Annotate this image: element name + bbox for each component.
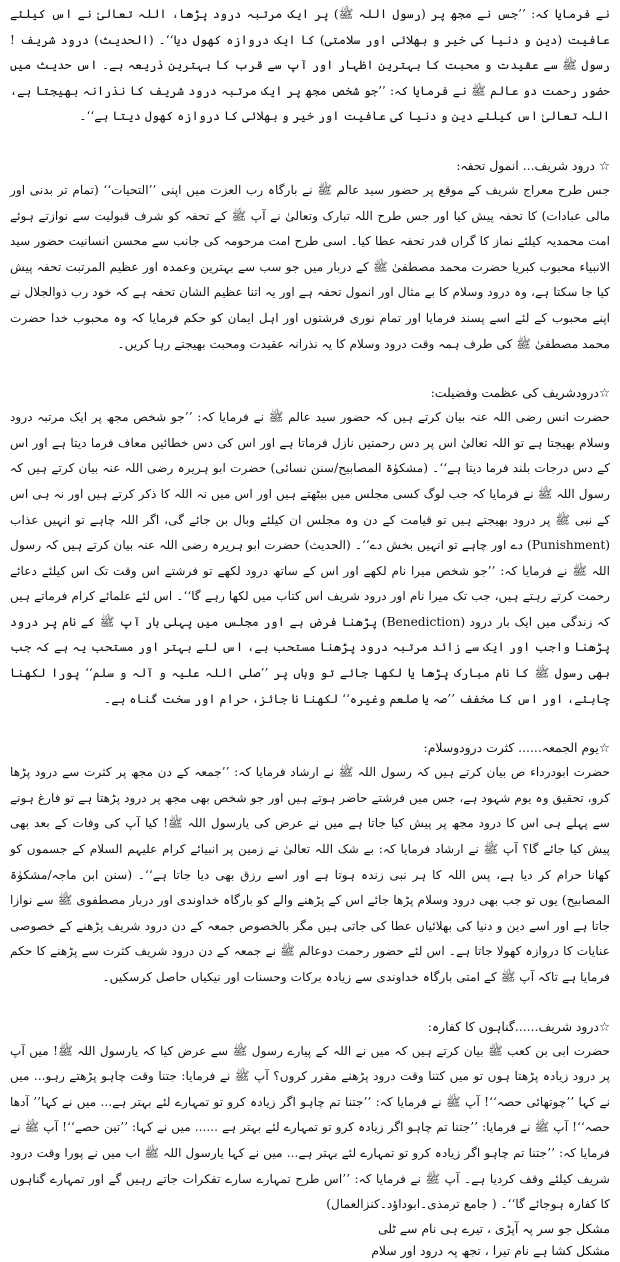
section-heading: ☆درودشریف کی عظمت وفضیلت: [430,385,610,401]
section-paragraph: حضرت ابی بن کعب ﷺ بیان کرتے ہیں کہ میں نے اللہ کے پیارے رسول ﷺ سے عرض کیا کہ یارسول اللہ ﷺ! میں آپ پر درود زیادہ پڑھتا ہوں تو میں کتنا وقت درود پڑھنے مقرر کروں؟ آپ ﷺ نے فرمایا: جتنا وقت چاہو پڑھتے رہو... میں نے کہا ’’چوتھائی حصہ‘‘! آپ ﷺ نے فرمایا کہ: ’’جتنا تم چاہو اگر زیادہ کرو تو تمہارے لئے بہتر ہے... میں نے کہا’’ آدھا حصہ‘‘! آپ ﷺ نے فرمایا: ’’جتنا تم چاہو اگر زیادہ کرو تو تمہارے لئے بہتر ہے ...... میں نے کہا: ’’تین حصے‘‘! آپ ﷺ نے فرمایا کہ: ’’جتنا تم چاہو اگر زیادہ کرو تو تمہارے لئے بہتر ہے... میں نے کہا یارسول اللہ ﷺ اب میں نے پورا وقت درود شریف کیلئے وقف کردیا ہے۔ آپ ﷺ نے فرمایا کہ: ’’اس طرح تمہارے سارے تفکرات جاتے رہیں گے اور تمہارے گناہوں کا کفارہ ہوجائے گا‘‘۔ ( جامع ترمذی۔ابوداؤد۔کنزالعمال) [10,1043,610,1212]
section-heading: ☆یوم الجمعہ...... کثرت درودوسلام: [423,740,610,756]
spacer [10,357,610,381]
section-yaum-ul-jumua [10,736,610,990]
section-paragraph: حضرت ابودرداء ص بیان کرتے ہیں کہ رسول اللہ ﷺ نے ارشاد فرمایا کہ: ’’جمعہ کے دن مجھ پر کثرت سے درود پڑھا کرو، تحقیق وہ یوم شہود ہے، جس میں فرشتے حاضر ہوتے ہیں اور جو شخص بھی مجھ پر درود پڑھتا ہے تو فارغ ہونے سے پہلے ہی اس کا درود مجھ پر پیش کیا جاتا ہے میں نے عرض کی یارسول اللہ ﷺ! کیا آپ کی وفات کے بعد بھی پیش کیا جائے گا؟ آپ ﷺ نے ارشاد فرمایا کہ: بے شک اللہ تعالیٰ نے زمین پر انبیائے کرام علیہم السلام کے جسموں کو کھانا حرام کر دیا ہے، پس اللہ کا ہر نبی زندہ ہوتا ہے اور اسے رزق بھی دیا جاتا ہے‘‘۔ (سنن ابن ماجہ/مشکوٰۃ المصابیح) یوں تو جب بھی درود وسلام پڑھا جائے اس کے پڑھنے والے کو بارگاہ خداوندی اور دربار مصطفوی ﷺ سے نوازا جاتا ہے اور اسے دین و دنیا کی بھلائیاں عطا کی جاتی ہیں مگر بالخصوص جمعہ کے دن درود شریف پڑھنے کے خصوصی عنایات کا دروازہ کھولا جاتا ہے۔ اس لئے حضور رحمت دوعالم ﷺ نے جمعہ کے دن درود شریف کثرت سے پڑھنے کا حکم فرمایا ہے تاکہ آپ ﷺ کے امتی بارگاہ خداوندی سے زیادہ برکات وحسنات اور نیکیاں حاصل کرسکیں۔ [10,765,610,984]
section-heading: ☆ درود شریف... انمول تحفہ: [456,157,610,173]
section-gunahon-ka-kaffara [10,1015,610,1218]
intro-paragraph: نے فرمایا کہ: ’’جس نے مجھ پر (رسول اللہ ﷺ) پر ایک مرتبہ درود پڑھا، اللہ تعالیٰ نے اس کیلئے عافیت (دین و دنیا کی خیر و بھلائی اور سلامتی) کا ایک دروازہ کھول دیا‘‘۔ (الحدیث) درود شریف ! رسول ﷺ سے عقیدت و محبت کا بہترین اظہار اور آپ سے قرب کا بہترین ذریعہ ہے۔ اس حدیث میں حضور رحمت دو عالم ﷺ نے فرمایا کہ: ’’جو شخص مجھ پر ایک مرتبہ درود شریف کا نذرانہ بھیجتا ہے، اللہ تعالیٰ اس کیلئے دین و دنیا کی عافیت اور خیر و بھلائی کا دروازہ کھول دیتا ہے‘‘۔ [10,7,610,124]
section-azmat-fazilat [10,381,610,712]
spacer [10,130,610,154]
spacer [10,712,610,736]
verse-line: مشکل کشا ہے نام تیرا ، تجھ پہ درود اور سلام [371,1242,610,1258]
section-anmol-tohfa [10,154,610,357]
spacer [10,991,610,1015]
section-heading: ☆درود شریف......گناہوں کا کفارہ: [427,1018,610,1034]
verse-line: مشکل جو سر پہ آپڑی ، تیرے ہی نام سے ٹلی [377,1220,610,1236]
section-paragraph: جس طرح معراج شریف کے موقع پر حضور سید عالم ﷺ نے بارگاہ رب العزت میں اپنی ’’التحیات‘‘ (تمام تر بدنی اور مالی عبادات) کا تحفہ پیش کیا اور جس طرح اللہ تبارک وتعالیٰ نے آپ ﷺ کے تحفہ کو شرف قبولیت سے نوازتے ہوئے امت محمدیہ کیلئے نماز کا گراں قدر تحفہ عطا کیا۔ اسی طرح امت مرحومہ کی جانب سے محسن انسانیت حضور سید الانبیاء محبوب کبریا حضرت محمد مصطفیٰ ﷺ کے دربار میں جو سب سے بہترین وعمدہ اور عظیم المرتبت تحفہ پیش کیا جا سکتا ہے، وہ درود وسلام کا بے مثال اور انمول تحفہ ہے اور یہ اتنا عظیم الشان تحفہ ہے کہ خود رب ذوالجلال نے اپنے محبوب کے لئے اسے پسند فرمایا اور تمام نوری فرشتوں اور اہل ایمان کو حکم فرمایا کہ وہ محبوب خدا حضرت محمد مصطفیٰ ﷺ کی طرف ہمہ وقت درود وسلام کا یہ نذرانہ عقیدت ومحبت بھیجتے رہا کریں۔ [10,182,610,351]
poem-verses [10,1218,610,1262]
section-paragraph: حضرت انس رضی اللہ عنہ بیان کرتے ہیں کہ حضور سید عالم ﷺ نے فرمایا کہ: ’’جو شخص مجھ پر ایک مرتبہ درود وسلام بھیجتا ہے تو اللہ تعالیٰ اس پر دس رحمتیں نازل فرماتا ہے اور اس کی دس خطائیں معاف فرما دیتا ہے اور اس کے دس درجات بلند فرما دیتا ہے‘‘۔ (مشکوٰۃ المصابیح/سنن نسائی) حضرت ابو ہریرہ رضی اللہ عنہ بیان کرتے ہیں کہ رسول اللہ ﷺ نے فرمایا کہ جب لوگ کسی مجلس میں بیٹھتے ہیں اور اس میں نہ اللہ کا ذکر کرتے ہیں اور نہ ہی اس کے نبی ﷺ پر درود بھیجتے ہیں تو قیامت کے دن وہ مجلس ان کیلئے وبال بن جائے گی، اگر اللہ چاہے تو انہیں عذاب (Punishment) دے اور چاہے تو انہیں بخش دے‘‘۔ (الحدیث) حضرت ابو ہریرہ رضی اللہ عنہ بیان کرتے ہیں کہ رسول اللہ ﷺ نے فرمایا کہ: ’’جو شخص میرا نام لکھے اور اس کے ساتھ درود لکھے تو فرشتے اس وقت تک اس کیلئے دعائے رحمت کرتے رہتے ہیں، جب تک میرا نام اور درود شریف اس کتاب میں لکھا رہے گا‘‘۔ اس لئے علمائے کرام فرماتے ہیں کہ زندگی میں ایک بار درود (Benediction) پڑھنا فرض ہے اور مجلس میں پہلی بار آپ ﷺ کے نام پر درود پڑھنا واجب اور ایک سے زائد مرتبہ درود پڑھنا مستحب ہے، اس لئے بہتر اور مستحب یہ ہے کہ جب بھی رسول ﷺ کا نام مبارک پڑھا یا لکھا جائے تو وہاں پر ’’صلی اللہ علیہ و آلہ و سلم‘‘ پورا لکھنا چاہئے، اور اس کا مخفف ’’صہ یا صلعم وغیرہ‘‘ لکھنا نا جائز، حرام اور سخت گناہ ہے۔ [10,410,610,706]
